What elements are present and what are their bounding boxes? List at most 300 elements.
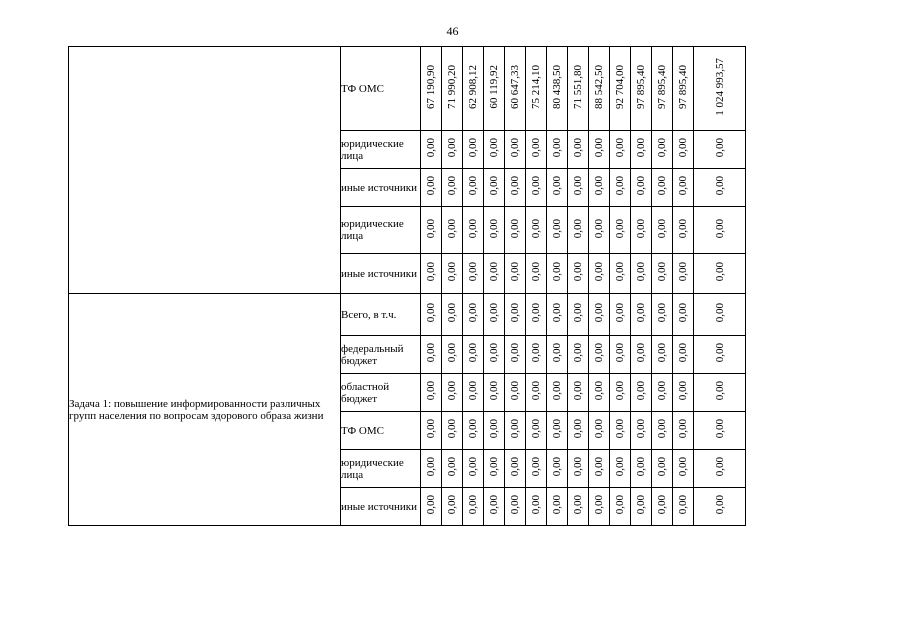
value-cell: [547, 412, 568, 450]
value-cell: [421, 412, 442, 450]
value-text: 0,00: [425, 303, 437, 323]
value-text: 92 704,00: [614, 65, 626, 109]
value-text: 0,00: [572, 343, 584, 363]
value-cell: [442, 169, 463, 207]
value-text: 0,00: [572, 419, 584, 439]
value-text: 0,00: [425, 381, 437, 401]
value-text: 0,00: [635, 303, 647, 323]
table-row: [69, 47, 746, 131]
value-cell: [673, 488, 694, 526]
value-cell: [484, 207, 505, 254]
value-text: 0,00: [425, 176, 437, 196]
value-text: 0,00: [593, 176, 605, 196]
funding-source: Всего, в т.ч.: [341, 294, 421, 336]
value-text: 0,00: [551, 343, 563, 363]
value-cell: [694, 131, 746, 169]
value-text: 0,00: [656, 343, 668, 363]
value-cell: [442, 488, 463, 526]
value-text: 0,00: [446, 218, 458, 239]
value-text: 0,00: [635, 419, 647, 439]
value-cell: [463, 131, 484, 169]
value-text: 0,00: [446, 457, 458, 477]
value-text: 0,00: [713, 457, 726, 477]
value-text: 0,00: [467, 262, 479, 282]
value-text: 0,00: [713, 419, 726, 439]
value-text: 0,00: [593, 303, 605, 323]
value-cell: [505, 412, 526, 450]
value-cell: [547, 294, 568, 336]
value-cell: [421, 207, 442, 254]
value-cell: [568, 374, 589, 412]
value-text: 0,00: [488, 218, 500, 239]
value-text: 0,00: [677, 303, 689, 323]
value-cell: [610, 412, 631, 450]
value-text: 0,00: [530, 419, 542, 439]
value-text: 0,00: [713, 262, 726, 282]
value-text: 0,00: [551, 138, 563, 158]
value-text: 0,00: [446, 176, 458, 196]
value-text: 0,00: [530, 176, 542, 196]
value-cell: [673, 207, 694, 254]
value-text: 0,00: [656, 419, 668, 439]
funding-source: юридические лица: [341, 207, 421, 254]
value-text: 0,00: [446, 138, 458, 158]
value-cell: [442, 207, 463, 254]
value-cell: [421, 450, 442, 488]
value-cell: [589, 131, 610, 169]
value-text: 88 542,50: [593, 65, 605, 109]
funding-source: иные источники: [341, 488, 421, 526]
value-text: 0,00: [713, 176, 726, 196]
value-cell: [589, 294, 610, 336]
value-text: 0,00: [467, 218, 479, 239]
value-text: 0,00: [530, 138, 542, 158]
value-text: 0,00: [677, 218, 689, 239]
value-cell: [442, 374, 463, 412]
value-text: 0,00: [509, 381, 521, 401]
value-text: 0,00: [572, 495, 584, 515]
value-text: 0,00: [572, 457, 584, 477]
value-cell: [505, 488, 526, 526]
value-text: 0,00: [488, 495, 500, 515]
value-cell: [694, 47, 746, 131]
value-text: 0,00: [425, 457, 437, 477]
value-text: 0,00: [635, 343, 647, 363]
value-cell: [484, 294, 505, 336]
value-cell: [463, 254, 484, 294]
value-cell: [442, 254, 463, 294]
value-cell: [631, 374, 652, 412]
value-cell: [421, 169, 442, 207]
value-cell: [652, 254, 673, 294]
value-text: 0,00: [467, 343, 479, 363]
value-text: 0,00: [656, 218, 668, 239]
value-cell: [610, 336, 631, 374]
value-text: 97 895,40: [635, 65, 647, 109]
value-cell: [421, 131, 442, 169]
value-cell: [589, 488, 610, 526]
value-cell: [610, 169, 631, 207]
value-text: 0,00: [467, 457, 479, 477]
value-text: 0,00: [509, 262, 521, 282]
value-text: 0,00: [446, 495, 458, 515]
value-text: 0,00: [635, 262, 647, 282]
value-text: 0,00: [551, 262, 563, 282]
value-text: 0,00: [509, 343, 521, 363]
value-text: 1 024 993,57: [713, 58, 726, 116]
value-cell: [652, 131, 673, 169]
value-cell: [484, 374, 505, 412]
value-cell: [547, 131, 568, 169]
value-text: 0,00: [509, 218, 521, 239]
value-cell: [484, 169, 505, 207]
value-text: 0,00: [446, 262, 458, 282]
value-text: 0,00: [656, 176, 668, 196]
value-text: 0,00: [593, 218, 605, 239]
funding-source: иные источники: [341, 254, 421, 294]
value-cell: [547, 450, 568, 488]
value-text: 67 190,90: [425, 65, 437, 109]
value-text: 0,00: [677, 262, 689, 282]
value-text: 0,00: [593, 262, 605, 282]
value-text: 0,00: [572, 138, 584, 158]
value-cell: [463, 450, 484, 488]
value-text: 0,00: [425, 495, 437, 515]
value-cell: [631, 412, 652, 450]
value-text: 0,00: [551, 218, 563, 239]
value-text: 0,00: [635, 218, 647, 239]
value-cell: [610, 207, 631, 254]
value-text: 0,00: [572, 176, 584, 196]
value-text: 0,00: [509, 176, 521, 196]
value-text: 0,00: [635, 457, 647, 477]
value-cell: [484, 336, 505, 374]
value-cell: [610, 294, 631, 336]
value-text: 0,00: [614, 381, 626, 401]
value-cell: [421, 294, 442, 336]
value-cell: [526, 254, 547, 294]
value-cell: [610, 131, 631, 169]
value-cell: [694, 450, 746, 488]
value-text: 0,00: [677, 419, 689, 439]
value-text: 0,00: [656, 381, 668, 401]
value-text: 0,00: [713, 381, 726, 401]
value-cell: [673, 294, 694, 336]
value-cell: [589, 254, 610, 294]
value-text: 0,00: [713, 343, 726, 363]
value-cell: [652, 336, 673, 374]
value-text: 0,00: [509, 138, 521, 158]
value-cell: [505, 450, 526, 488]
value-cell: [484, 488, 505, 526]
value-cell: [463, 488, 484, 526]
value-text: 0,00: [572, 262, 584, 282]
value-cell: [694, 336, 746, 374]
value-cell: [547, 207, 568, 254]
value-text: 0,00: [593, 457, 605, 477]
value-text: 0,00: [614, 343, 626, 363]
value-cell: [694, 294, 746, 336]
table-body: [69, 47, 746, 526]
value-text: 97 895,40: [677, 65, 689, 109]
value-text: 0,00: [656, 495, 668, 515]
value-text: 0,00: [509, 419, 521, 439]
value-text: 0,00: [635, 138, 647, 158]
value-cell: [610, 374, 631, 412]
value-cell: [589, 47, 610, 131]
value-text: 0,00: [467, 176, 479, 196]
value-text: 0,00: [593, 381, 605, 401]
value-text: 71 551,80: [572, 65, 584, 109]
value-text: 0,00: [551, 176, 563, 196]
value-text: 0,00: [593, 419, 605, 439]
value-text: 0,00: [614, 138, 626, 158]
value-text: 0,00: [530, 381, 542, 401]
value-text: 0,00: [677, 138, 689, 158]
value-text: 0,00: [593, 138, 605, 158]
value-text: 0,00: [488, 138, 500, 158]
funding-source: ТФ ОМС: [341, 412, 421, 450]
value-cell: [694, 207, 746, 254]
value-cell: [610, 488, 631, 526]
value-text: 0,00: [488, 176, 500, 196]
value-text: 60 119,92: [488, 65, 500, 109]
value-cell: [568, 488, 589, 526]
value-cell: [421, 336, 442, 374]
value-cell: [589, 169, 610, 207]
value-text: 0,00: [677, 343, 689, 363]
value-cell: [673, 254, 694, 294]
value-cell: [547, 336, 568, 374]
value-text: 0,00: [677, 176, 689, 196]
value-cell: [673, 131, 694, 169]
value-cell: [463, 336, 484, 374]
funding-source: областной бюджет: [341, 374, 421, 412]
value-cell: [421, 374, 442, 412]
value-cell: [673, 47, 694, 131]
value-cell: [526, 412, 547, 450]
value-text: 0,00: [614, 262, 626, 282]
value-cell: [526, 374, 547, 412]
value-cell: [568, 450, 589, 488]
value-cell: [652, 374, 673, 412]
value-cell: [631, 131, 652, 169]
value-cell: [652, 412, 673, 450]
value-cell: [673, 169, 694, 207]
value-text: 0,00: [530, 303, 542, 323]
value-text: 0,00: [467, 138, 479, 158]
value-cell: [673, 336, 694, 374]
value-cell: [568, 336, 589, 374]
value-cell: [631, 294, 652, 336]
value-text: 0,00: [677, 495, 689, 515]
value-text: 0,00: [488, 457, 500, 477]
value-text: 0,00: [488, 303, 500, 323]
value-text: 0,00: [530, 262, 542, 282]
value-cell: [673, 450, 694, 488]
value-cell: [484, 131, 505, 169]
value-cell: [589, 336, 610, 374]
value-text: 0,00: [446, 419, 458, 439]
value-text: 0,00: [677, 381, 689, 401]
value-cell: [442, 450, 463, 488]
value-text: 0,00: [488, 262, 500, 282]
funding-source: юридические лица: [341, 131, 421, 169]
value-text: 60 647,33: [509, 65, 521, 109]
value-cell: [463, 294, 484, 336]
value-cell: [631, 336, 652, 374]
value-text: 0,00: [572, 381, 584, 401]
value-cell: [631, 207, 652, 254]
table-row: [69, 294, 746, 336]
value-cell: [631, 488, 652, 526]
funding-source: иные источники: [341, 169, 421, 207]
value-cell: [652, 488, 673, 526]
value-cell: [526, 336, 547, 374]
value-cell: [568, 207, 589, 254]
value-text: 97 895,40: [656, 65, 668, 109]
value-cell: [442, 336, 463, 374]
value-text: 0,00: [425, 218, 437, 239]
value-text: 0,00: [530, 457, 542, 477]
value-cell: [547, 374, 568, 412]
value-cell: [568, 412, 589, 450]
value-cell: [463, 207, 484, 254]
task-cell-empty: [69, 47, 341, 294]
value-text: 0,00: [425, 419, 437, 439]
value-text: 0,00: [656, 262, 668, 282]
value-cell: [505, 294, 526, 336]
value-cell: [463, 169, 484, 207]
value-text: 0,00: [572, 218, 584, 239]
value-cell: [526, 294, 547, 336]
value-text: 0,00: [488, 419, 500, 439]
value-text: 0,00: [530, 495, 542, 515]
value-cell: [631, 169, 652, 207]
value-cell: [442, 47, 463, 131]
value-text: 0,00: [656, 138, 668, 158]
value-cell: [463, 47, 484, 131]
value-text: 0,00: [656, 303, 668, 323]
value-cell: [505, 47, 526, 131]
value-text: 0,00: [467, 495, 479, 515]
value-cell: [652, 450, 673, 488]
value-text: 0,00: [425, 138, 437, 158]
value-cell: [694, 254, 746, 294]
page-number: 46: [446, 24, 459, 38]
value-text: 0,00: [551, 419, 563, 439]
value-text: 0,00: [467, 303, 479, 323]
value-text: 0,00: [446, 381, 458, 401]
value-cell: [526, 169, 547, 207]
value-text: 0,00: [551, 303, 563, 323]
value-text: 0,00: [713, 138, 726, 158]
value-text: 0,00: [509, 303, 521, 323]
value-cell: [442, 131, 463, 169]
value-cell: [484, 412, 505, 450]
value-text: 71 990,20: [446, 65, 458, 109]
value-cell: [589, 450, 610, 488]
value-cell: [568, 47, 589, 131]
value-text: 0,00: [467, 419, 479, 439]
value-cell: [610, 450, 631, 488]
value-cell: [505, 169, 526, 207]
value-text: 0,00: [593, 343, 605, 363]
value-text: 0,00: [551, 457, 563, 477]
value-cell: [568, 131, 589, 169]
value-cell: [631, 254, 652, 294]
value-text: 0,00: [551, 495, 563, 515]
value-text: 0,00: [446, 343, 458, 363]
value-cell: [631, 47, 652, 131]
value-cell: [610, 254, 631, 294]
value-text: 0,00: [530, 343, 542, 363]
value-text: 0,00: [635, 176, 647, 196]
value-text: 0,00: [572, 303, 584, 323]
value-cell: [673, 374, 694, 412]
value-text: 75 214,10: [530, 65, 542, 109]
value-cell: [505, 336, 526, 374]
value-text: 0,00: [656, 457, 668, 477]
value-cell: [568, 169, 589, 207]
budget-table: [68, 46, 746, 526]
value-cell: [484, 450, 505, 488]
value-cell: [694, 169, 746, 207]
value-text: 0,00: [713, 303, 726, 323]
value-text: 0,00: [635, 495, 647, 515]
value-text: 0,00: [614, 419, 626, 439]
value-text: 0,00: [614, 457, 626, 477]
value-text: 0,00: [713, 495, 726, 515]
value-cell: [505, 374, 526, 412]
value-text: 62 908,12: [467, 65, 479, 109]
value-cell: [463, 412, 484, 450]
value-text: 0,00: [446, 303, 458, 323]
value-cell: [505, 207, 526, 254]
value-cell: [694, 412, 746, 450]
value-cell: [547, 254, 568, 294]
value-cell: [526, 131, 547, 169]
value-cell: [589, 207, 610, 254]
value-text: 0,00: [425, 262, 437, 282]
value-cell: [547, 47, 568, 131]
value-cell: [505, 131, 526, 169]
task-description: Задача 1: повышение информированности различных групп населения по вопросам здорового образа жизни: [69, 294, 341, 526]
value-cell: [484, 254, 505, 294]
funding-source: ТФ ОМС: [341, 47, 421, 131]
value-text: 0,00: [713, 218, 726, 239]
value-text: 0,00: [530, 218, 542, 239]
value-text: 0,00: [467, 381, 479, 401]
value-text: 0,00: [488, 381, 500, 401]
value-cell: [652, 207, 673, 254]
value-cell: [442, 294, 463, 336]
value-cell: [484, 47, 505, 131]
value-text: 0,00: [551, 381, 563, 401]
value-cell: [652, 47, 673, 131]
value-cell: [694, 488, 746, 526]
value-text: 0,00: [677, 457, 689, 477]
value-cell: [673, 412, 694, 450]
value-cell: [589, 412, 610, 450]
value-cell: [421, 254, 442, 294]
value-cell: [463, 374, 484, 412]
value-cell: [568, 254, 589, 294]
value-text: 0,00: [488, 343, 500, 363]
funding-source: юридические лица: [341, 450, 421, 488]
value-cell: [694, 374, 746, 412]
value-text: 0,00: [509, 495, 521, 515]
